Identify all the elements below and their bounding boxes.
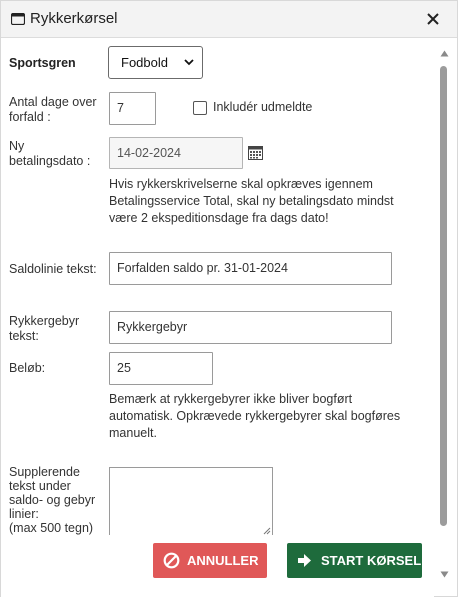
close-button[interactable]	[424, 9, 442, 29]
new-payment-date-input[interactable]: 14-02-2024	[109, 137, 243, 169]
payment-date-info-line2: Betalingsservice Total, skal ny betalingsdato mindst	[109, 194, 394, 208]
cancel-button[interactable]	[153, 543, 267, 578]
fee-text-input[interactable]: Rykkergebyr	[109, 311, 392, 344]
calendar-icon[interactable]	[248, 146, 263, 160]
days-overdue-label-line1: Antal dage over	[9, 95, 97, 109]
days-overdue-input[interactable]: 7	[109, 92, 156, 125]
cancel-icon	[163, 552, 180, 569]
fee-note-line1: Bemærk at rykkergebyrer ikke bliver bogført	[109, 392, 353, 406]
vertical-scrollbar[interactable]	[435, 44, 453, 584]
chevron-down-icon	[184, 58, 194, 66]
amount-input[interactable]: 25	[109, 352, 213, 385]
payment-date-info-line1: Hvis rykkerskrivelserne skal opkræves igennem	[109, 177, 373, 191]
resize-handle-icon[interactable]	[263, 527, 271, 535]
scroll-down-arrow-icon[interactable]	[440, 571, 449, 578]
extra-text-label-line4: linier:	[9, 507, 39, 521]
fee-note	[109, 391, 400, 442]
balance-line-input[interactable]: Forfalden saldo pr. 31-01-2024	[109, 252, 392, 285]
extra-text-label-line3: saldo- og gebyr	[9, 493, 96, 507]
fee-text-label	[9, 314, 79, 344]
extra-text-label	[9, 465, 95, 535]
close-icon	[427, 13, 439, 25]
sport-label: Sportsgren	[9, 56, 76, 70]
new-payment-date-label-line2: betalingsdato :	[9, 154, 91, 168]
fee-text-label-line2: tekst:	[9, 329, 39, 343]
balance-line-label: Saldolinie tekst:	[9, 262, 97, 276]
include-removed-label: Inkludér udmeldte	[213, 100, 313, 114]
arrow-right-icon	[296, 552, 313, 569]
scroll-up-arrow-icon[interactable]	[440, 50, 449, 57]
scrollbar-thumb[interactable]	[440, 66, 447, 526]
extra-text-textarea[interactable]	[109, 467, 273, 537]
sport-select-value: Fodbold	[121, 55, 168, 70]
dialog-titlebar	[1, 1, 457, 38]
days-overdue-label	[9, 95, 97, 125]
dialog-title: Rykkerkørsel	[30, 10, 118, 27]
cancel-button-label: ANNULLER	[187, 553, 259, 568]
fee-text-label-line1: Rykkergebyr	[9, 314, 80, 328]
start-run-button-label: START KØRSEL	[321, 553, 422, 568]
include-removed-checkbox[interactable]	[193, 101, 207, 115]
amount-label: Beløb:	[9, 361, 46, 375]
extra-text-label-line5: (max 500 tegn)	[9, 521, 94, 535]
fee-note-line2: automatisk. Opkrævede rykkergebyrer skal bogføres	[109, 409, 401, 423]
payment-date-info-line3: være 2 ekspeditionsdage fra dags dato!	[109, 211, 329, 225]
payment-date-info	[109, 176, 394, 227]
new-payment-date-label-line1: Ny	[9, 139, 25, 153]
new-payment-date-label	[9, 139, 90, 169]
extra-text-label-line2: tekst under	[9, 479, 71, 493]
fee-note-line3: manuelt.	[109, 426, 157, 440]
start-run-button[interactable]	[287, 543, 422, 578]
extra-text-label-line1: Supplerende	[9, 465, 80, 479]
days-overdue-label-line2: forfald :	[9, 110, 51, 124]
window-icon	[11, 13, 25, 25]
sport-select[interactable]	[108, 46, 203, 79]
